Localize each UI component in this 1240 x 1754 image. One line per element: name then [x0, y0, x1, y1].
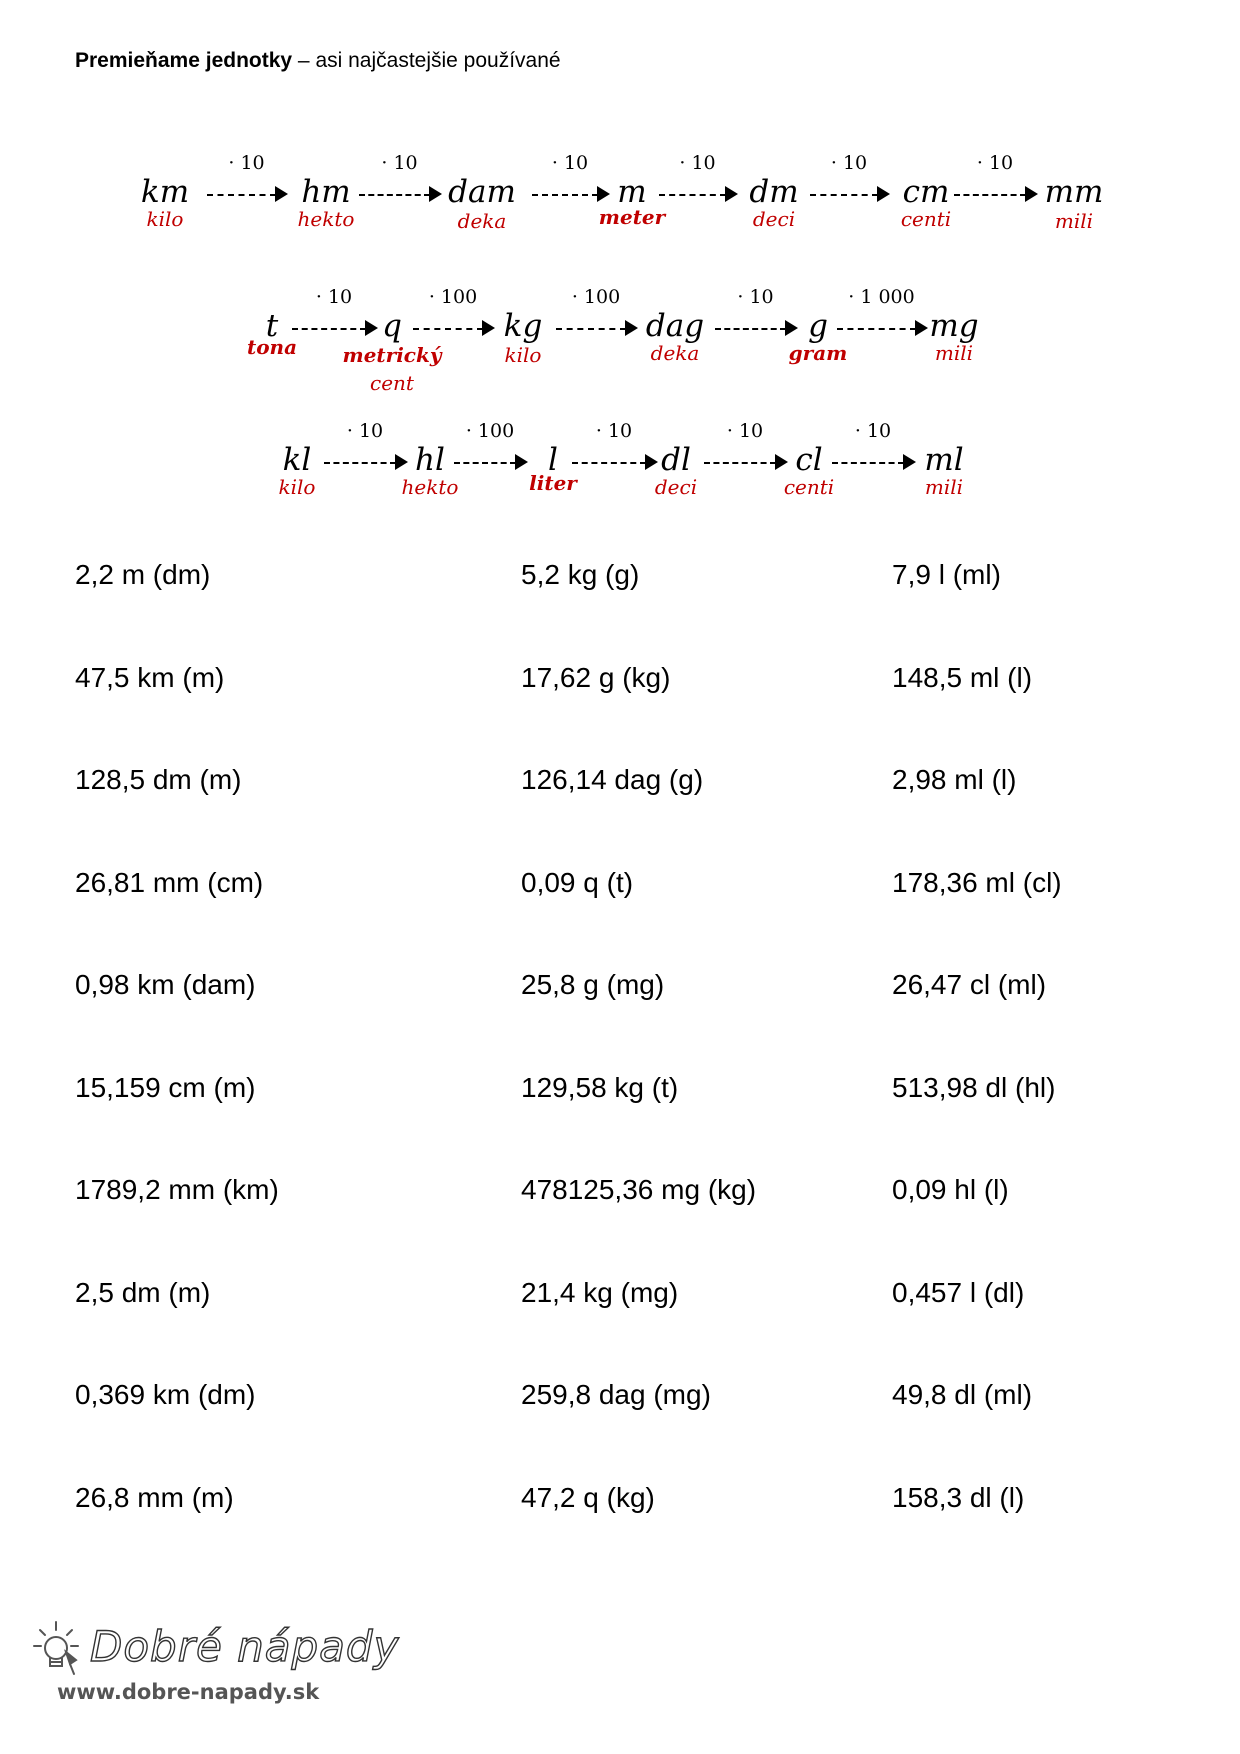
conversion-arrow [711, 286, 800, 346]
exercise-item: 126,14 dag (g) [521, 764, 704, 795]
exercise-item: 0,09 hl (l) [892, 1174, 1009, 1205]
exercise-item: 26,47 cl (ml) [892, 969, 1047, 1000]
exercise-item: 47,2 q (kg) [521, 1481, 655, 1513]
exercise-item: 49,8 dl (ml) [892, 1379, 1033, 1410]
exercise-item: 5,2 kg (g) [521, 559, 640, 590]
unit-chain-1 [0, 286, 1240, 426]
arrow-shaft [659, 194, 726, 196]
unit-prefix-label: metrický [342, 343, 442, 367]
title-rest: – asi najčastejšie používané [292, 49, 561, 72]
conversion-factor: · 1 000 [848, 286, 915, 308]
brand-logo [30, 1618, 400, 1708]
exercise-item: 148,5 ml (l) [892, 661, 1033, 693]
exercise-item: 513,98 dl (hl) [892, 1071, 1056, 1103]
unit-prefix-label: liter [529, 471, 577, 495]
exercise-item: 2,5 dm (m) [75, 1276, 211, 1308]
conversion-factor: · 10 [737, 286, 774, 308]
arrow-head-icon [625, 320, 638, 336]
unit-prefix-label: deka [457, 209, 507, 233]
unit-symbol: kg [503, 308, 543, 344]
exercise-item: 47,5 km (m) [75, 661, 225, 693]
conversion-arrow [450, 420, 530, 480]
unit-symbol: dm [749, 174, 799, 210]
unit-symbol: hl [415, 442, 445, 478]
arrow-shaft [292, 328, 366, 330]
unit-symbol: m [617, 174, 647, 210]
arrow-shaft [207, 194, 276, 196]
conversion-arrow [288, 286, 380, 346]
conversion-factor: · 10 [679, 152, 716, 174]
arrow-shaft [837, 328, 916, 330]
arrow-head-icon [785, 320, 798, 336]
unit-symbol: cm [902, 174, 950, 210]
arrow-head-icon [429, 186, 442, 202]
unit-symbol: km [140, 174, 190, 210]
arrow-shaft [454, 462, 516, 464]
unit-prefix-label: gram [788, 341, 848, 365]
unit-prefix-label: mili [934, 341, 974, 365]
unit-symbol: dam [448, 174, 516, 210]
unit-prefix-label: deci [654, 475, 698, 499]
conversion-factor: · 100 [428, 286, 478, 308]
unit-prefix-label: kilo [278, 475, 316, 499]
exercise-item: 7,9 l (ml) [892, 559, 1001, 590]
unit-prefix-label: deci [752, 207, 796, 231]
logo-url: www.dobre-napady.sk [57, 1680, 320, 1704]
unit-prefix-label: kilo [146, 207, 184, 231]
exercise-item: 158,3 dl (l) [892, 1481, 1025, 1513]
arrow-shaft [715, 328, 786, 330]
conversion-factor: · 10 [854, 420, 892, 442]
conversion-factor: · 10 [315, 286, 353, 308]
conversion-factor: · 10 [830, 152, 868, 174]
conversion-arrow [409, 286, 497, 346]
exercise-item: 2,2 m (dm) [75, 559, 211, 590]
unit-prefix-label: hekto [401, 475, 459, 499]
arrow-shaft [810, 194, 878, 196]
conversion-arrow [833, 286, 930, 346]
unit-prefix-label: kilo [504, 343, 542, 367]
conversion-arrow [355, 152, 444, 212]
title-bold: Premieňame jednotky [75, 49, 293, 72]
unit-prefix-label: mili [1054, 209, 1094, 233]
arrow-head-icon [515, 454, 528, 470]
arrow-head-icon [915, 320, 928, 336]
conversion-factor: · 10 [346, 420, 384, 442]
conversion-arrow [552, 286, 640, 346]
exercise-item: 0,98 km (dam) [75, 969, 256, 1000]
arrow-head-icon [1025, 186, 1038, 202]
conversion-factor: · 10 [595, 420, 633, 442]
exercise-item: 178,36 ml (cl) [892, 866, 1062, 898]
unit-symbol: q [382, 308, 402, 344]
conversion-arrow [320, 420, 410, 480]
conversion-arrow [203, 152, 290, 212]
arrow-head-icon [597, 186, 610, 202]
exercise-item: 0,09 q (t) [521, 866, 634, 898]
arrow-head-icon [275, 186, 288, 202]
exercise-item: 0,369 km (dm) [75, 1379, 256, 1410]
conversion-factor: · 100 [571, 286, 621, 308]
unit-prefix-label: tona [246, 335, 298, 359]
conversion-factor: · 100 [465, 420, 515, 442]
unit-prefix-label: cent [370, 371, 414, 395]
unit-prefix-label: centi [783, 475, 835, 499]
unit-symbol: dl [661, 442, 691, 478]
unit-symbol: cl [795, 442, 823, 478]
exercise-item: 17,62 g (kg) [521, 661, 671, 693]
conversion-arrow [700, 420, 790, 480]
conversion-arrow [828, 420, 918, 480]
unit-symbol: mg [929, 308, 979, 344]
unit-symbol: ml [924, 442, 964, 478]
unit-prefix-label: deka [650, 341, 700, 365]
exercise-item: 21,4 kg (mg) [521, 1276, 679, 1308]
conversion-factor: · 10 [228, 152, 265, 174]
arrow-shaft [359, 194, 430, 196]
arrow-shaft [324, 462, 396, 464]
unit-symbol: t [265, 308, 279, 344]
arrow-head-icon [877, 186, 890, 202]
exercise-item: 26,8 mm (m) [75, 1481, 234, 1513]
page-title [75, 46, 561, 76]
exercise-item: 259,8 dag (mg) [521, 1379, 711, 1410]
arrow-head-icon [903, 454, 916, 470]
conversion-factor: · 10 [976, 152, 1014, 174]
arrow-head-icon [365, 320, 378, 336]
arrow-shaft [413, 328, 483, 330]
arrow-shaft [704, 462, 776, 464]
arrow-shaft [532, 194, 598, 196]
arrow-head-icon [482, 320, 495, 336]
unit-prefix-label: centi [900, 207, 952, 231]
exercise-item: 478125,36 mg (kg) [521, 1174, 757, 1205]
exercise-item: 25,8 g (mg) [521, 969, 665, 1000]
exercise-item: 0,457 l (dl) [892, 1276, 1025, 1308]
arrow-shaft [832, 462, 904, 464]
unit-symbol: g [808, 308, 828, 344]
exercise-item: 128,5 dm (m) [75, 764, 242, 795]
conversion-factor: · 10 [551, 152, 589, 174]
arrow-head-icon [645, 454, 658, 470]
conversion-factor: · 10 [381, 152, 418, 174]
unit-prefix-label: hekto [297, 207, 355, 231]
unit-prefix-label: mili [924, 475, 964, 499]
arrow-head-icon [725, 186, 738, 202]
conversion-arrow [655, 152, 740, 212]
arrow-head-icon [775, 454, 788, 470]
conversion-arrow [528, 152, 612, 212]
arrow-head-icon [395, 454, 408, 470]
unit-prefix-label: meter [598, 205, 666, 229]
arrow-shaft [954, 194, 1026, 196]
exercise-item: 2,98 ml (l) [892, 764, 1017, 795]
unit-symbol: kl [282, 442, 312, 478]
unit-symbol: dag [645, 308, 705, 344]
unit-symbol: mm [1044, 174, 1104, 210]
unit-chain-2 [0, 420, 1240, 560]
unit-chain-0 [0, 152, 1240, 292]
conversion-factor: · 10 [726, 420, 764, 442]
conversion-arrow [806, 152, 892, 212]
unit-symbol: l [548, 442, 558, 478]
unit-symbol: hm [301, 174, 351, 210]
exercise-item: 129,58 kg (t) [521, 1071, 679, 1103]
conversion-arrow [950, 152, 1040, 212]
conversion-arrow [568, 420, 660, 480]
exercise-item: 15,159 cm (m) [75, 1071, 256, 1103]
logo-wordmark: Dobré nápady [90, 1622, 400, 1671]
arrow-shaft [556, 328, 626, 330]
exercise-item: 1789,2 mm (km) [75, 1174, 279, 1205]
arrow-shaft [572, 462, 646, 464]
exercise-item: 26,81 mm (cm) [75, 866, 264, 898]
